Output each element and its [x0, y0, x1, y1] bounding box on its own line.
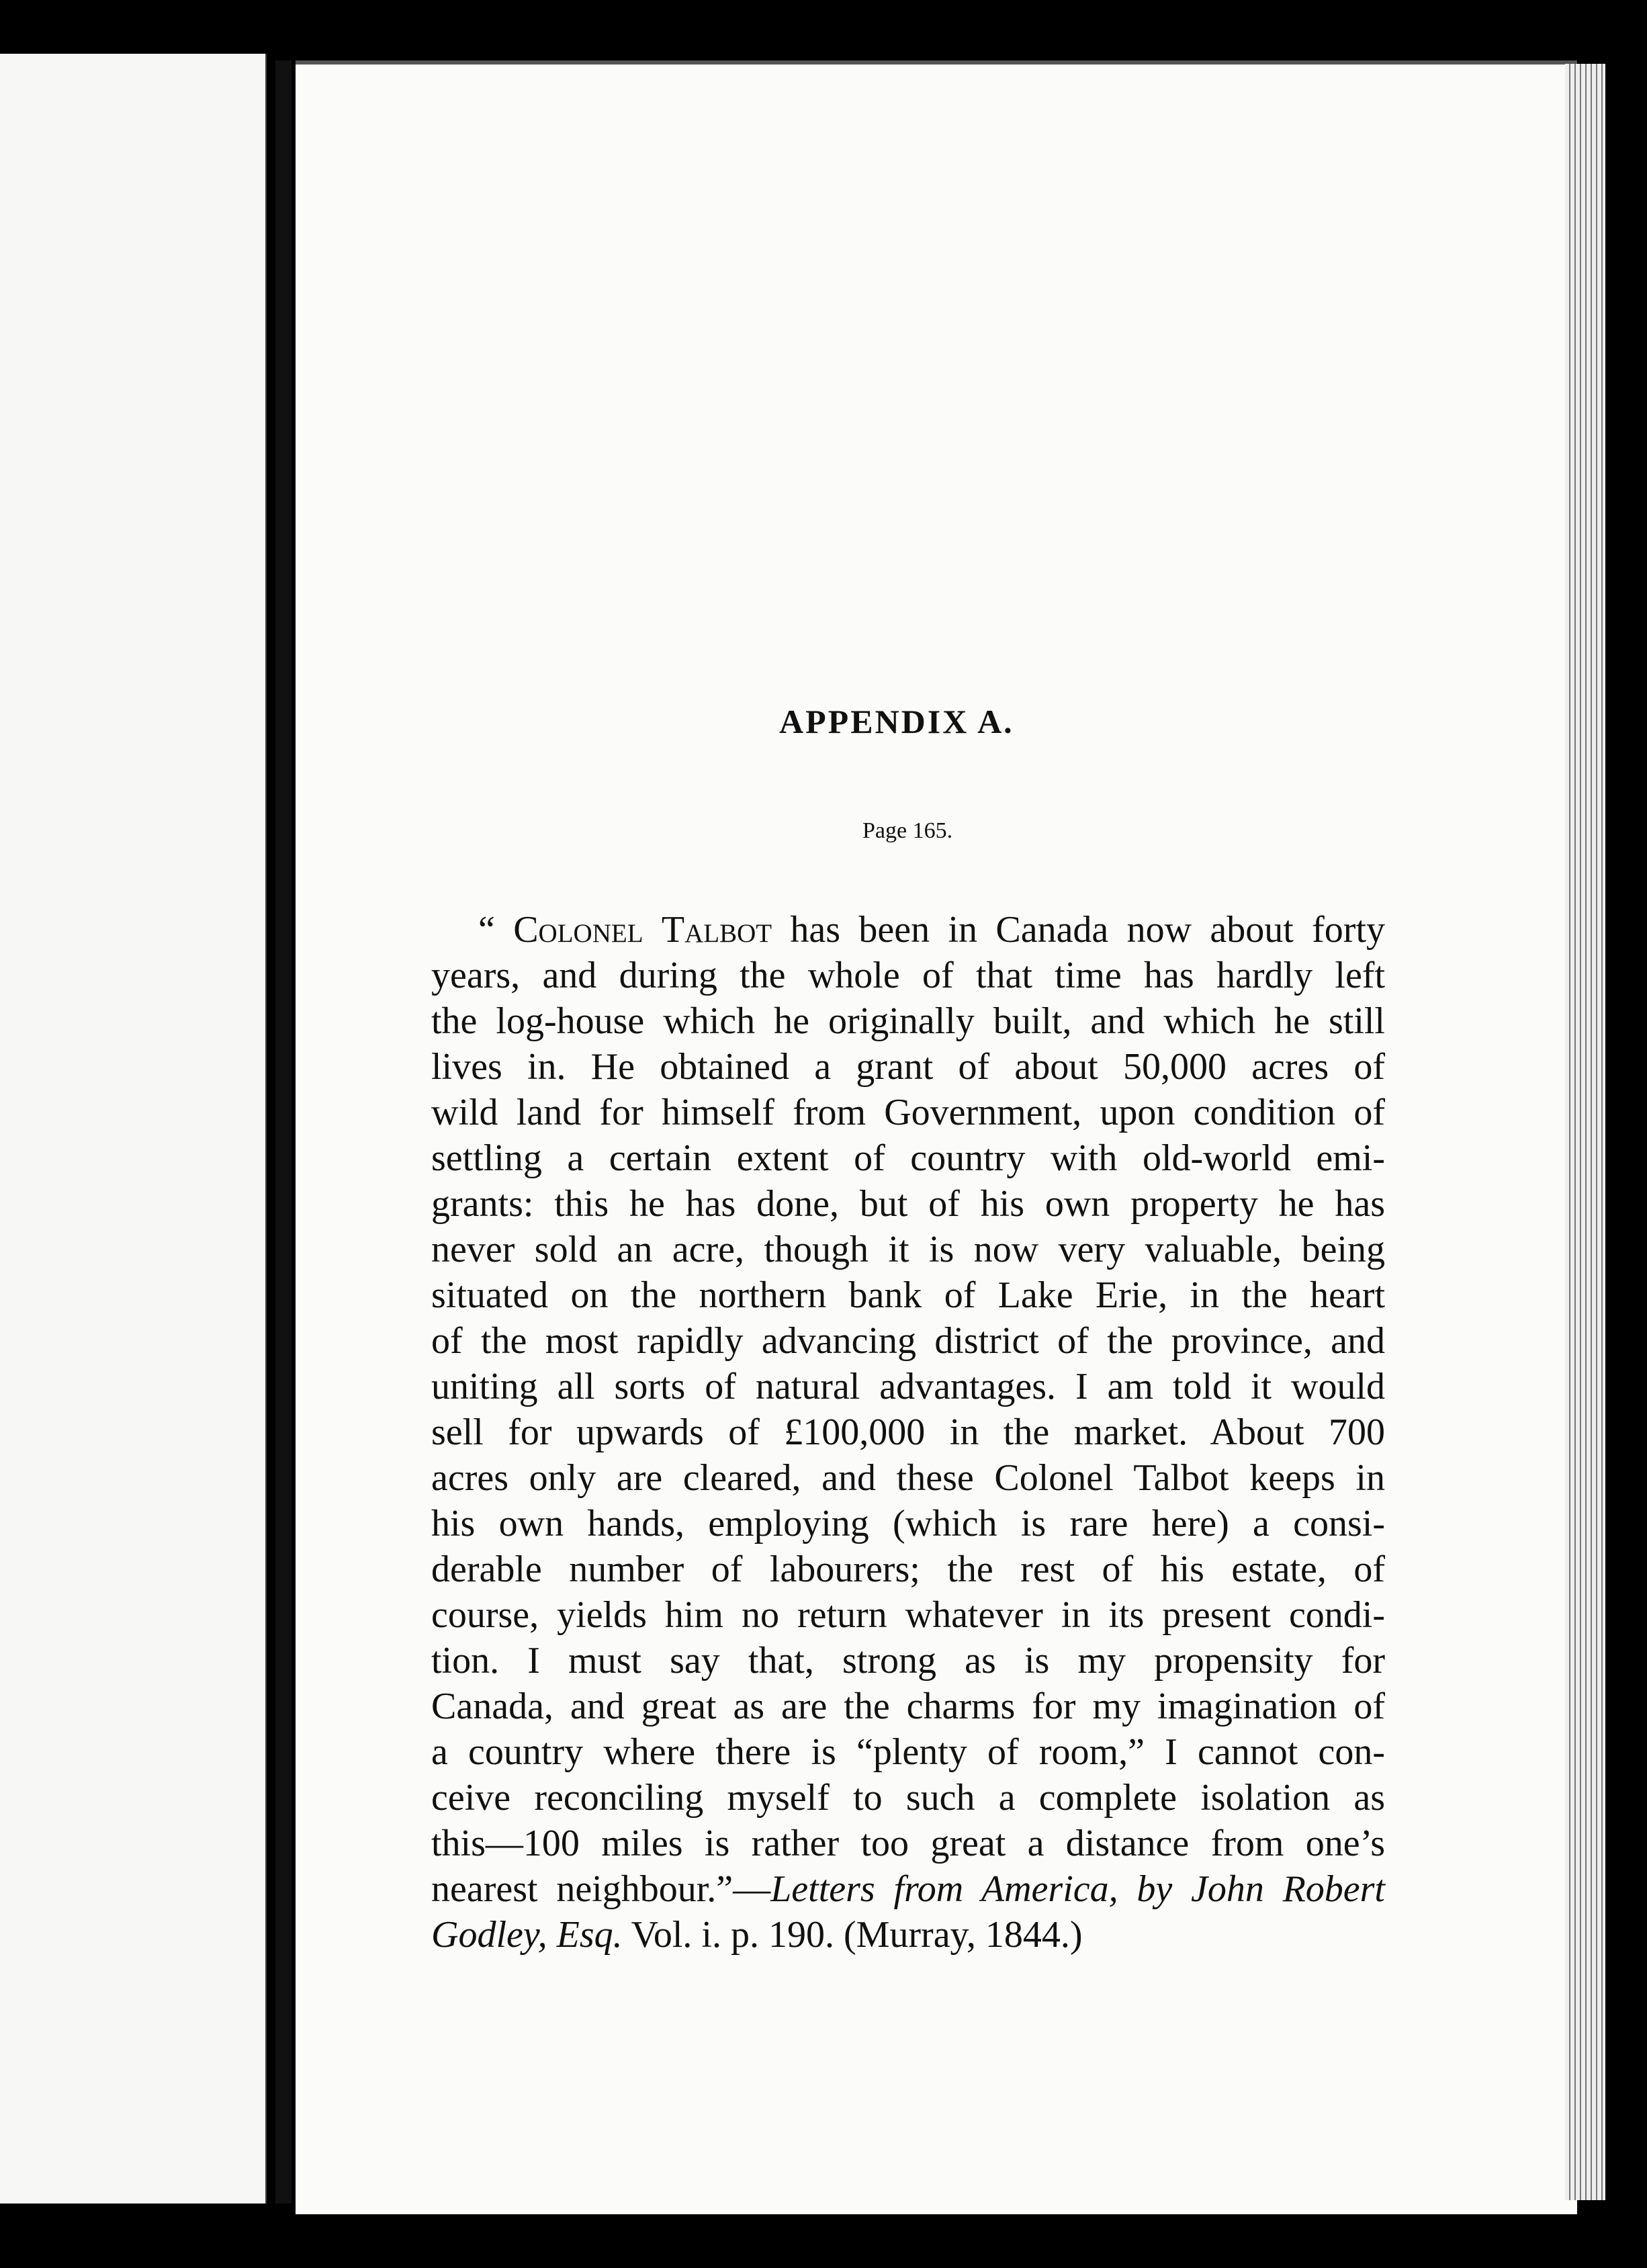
text-line [431, 1912, 1385, 1958]
text-line: “ Colonel Talbot has been in Canada now about forty [478, 909, 1386, 951]
text-line: a country where there is “plenty of room,” I cannot con- [431, 1731, 1385, 1773]
name-colonel: Colonel [513, 909, 643, 951]
page-edges [1565, 64, 1605, 2200]
text-line: course, yields him no return whatever in its present condi- [431, 1594, 1385, 1636]
text-line: Canada, and great as are the charms for my imagination of [431, 1686, 1385, 1727]
text-line: ceive reconciling myself to such a complete isolation as [431, 1777, 1385, 1819]
text-line: tion. I must say that, strong as is my propensity for [431, 1640, 1385, 1682]
text-line: the log-house which he originally built, and which he still [431, 1000, 1385, 1042]
text-line: settling a certain extent of country with old-world emi- [431, 1137, 1385, 1179]
text-line: his own hands, employing (which is rare here) a consi- [431, 1503, 1385, 1544]
text-line: derable number of labourers; the rest of his estate, of [431, 1549, 1385, 1590]
quote-body [431, 907, 1385, 1958]
text-line: never sold an acre, though it is now very valuable, being [431, 1229, 1385, 1270]
text-line: wild land for himself from Government, upon condition of [431, 1092, 1385, 1133]
text-line: lives in. He obtained a grant of about 50,000 acres of [431, 1046, 1385, 1088]
citation-title: Letters from America, by John Robert [770, 1868, 1385, 1910]
book-gutter [275, 60, 292, 2204]
facing-page [0, 54, 267, 2204]
text-line: of the most rapidly advancing district of the province, and [431, 1320, 1385, 1362]
citation-details: Vol. i. p. 190. (Murray, 1844.) [622, 1914, 1083, 1956]
page-reference: Page 165. [862, 818, 953, 843]
citation-author: Godley, Esq. [431, 1914, 623, 1956]
text-line: years, and during the whole of that time has hardly left [431, 955, 1385, 996]
text-line: grants: this he has done, but of his own property he has [431, 1183, 1385, 1225]
appendix-heading: APPENDIX A. [779, 703, 1014, 740]
name-talbot: Talbot [661, 909, 772, 951]
text-line: sell for upwards of £100,000 in the market. About 700 [431, 1411, 1385, 1453]
text-line: this—100 miles is rather too great a distance from one’s [431, 1823, 1385, 1864]
text-line: nearest neighbour.”—Letters from America, by John Robert [431, 1868, 1385, 1910]
text-line: acres only are cleared, and these Colonel Talbot keeps in [431, 1457, 1385, 1499]
text-line: situated on the northern bank of Lake Erie, in the heart [431, 1274, 1385, 1316]
text-line: uniting all sorts of natural advantages. I am told it would [431, 1366, 1385, 1407]
